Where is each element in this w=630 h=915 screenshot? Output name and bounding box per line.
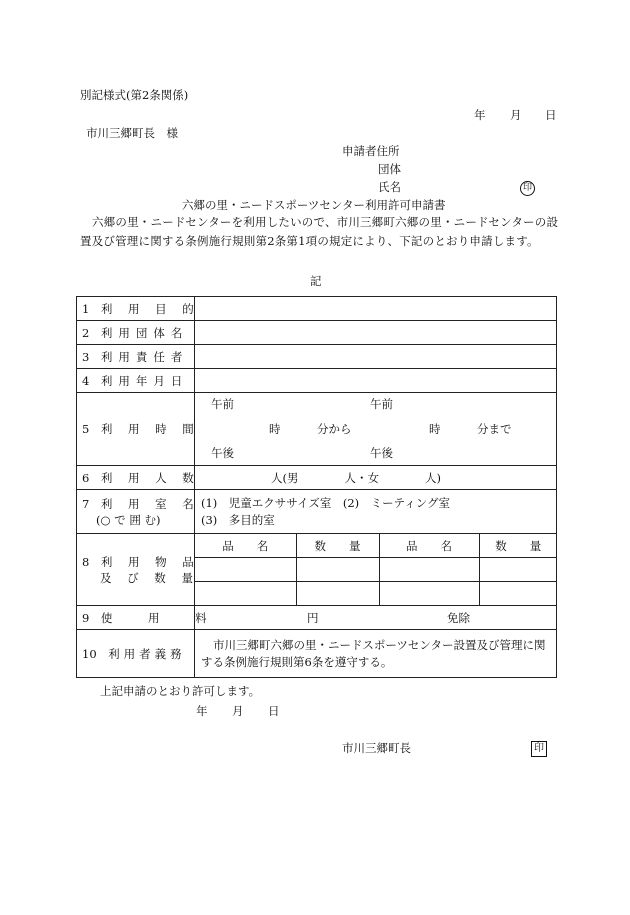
item-header-2: 品 名 — [379, 534, 479, 558]
qty-input[interactable] — [479, 582, 557, 606]
mayor-label: 市川三郷町長 — [342, 741, 411, 755]
hour-label-1: 時 — [269, 422, 281, 436]
date-year: 年 — [474, 108, 486, 122]
qty-input[interactable] — [296, 582, 379, 606]
from-label: 分から — [317, 422, 352, 436]
obligations-text: 市川三郷町六郷の里・ニードスポーツセンター設置及び管理に関する条例施行規則第6条を遵守する。 — [195, 630, 557, 678]
row-use-date: 4 利用年月日 — [77, 369, 557, 393]
mayor-seal: 印 — [531, 740, 547, 757]
document-title: 六郷の里・ニードスポーツセンター利用許可申請書 — [182, 198, 446, 212]
equipment-row — [195, 582, 557, 606]
item-input[interactable] — [195, 582, 296, 606]
item-header-1: 品 名 — [195, 534, 296, 558]
use-date-field[interactable] — [195, 369, 557, 393]
item-input[interactable] — [195, 558, 296, 582]
row-purpose: 1 利 用 目 的 — [77, 297, 557, 321]
equipment-row — [195, 558, 557, 582]
row-group-name: 2 利用団体名 — [77, 321, 557, 345]
am-label-2: 午前 — [370, 397, 393, 411]
date-month: 月 — [510, 108, 522, 122]
am-label-1: 午前 — [211, 397, 234, 411]
pm-label-1: 午後 — [211, 446, 234, 460]
ki-label: 記 — [310, 274, 322, 288]
seal-stamp: 印 — [520, 179, 535, 196]
item-input[interactable] — [379, 558, 479, 582]
applicant-name-label: 氏名 — [378, 180, 401, 194]
approval-year: 年 — [196, 704, 208, 718]
room-option-line-2[interactable]: (3) 多目的室 — [201, 512, 275, 527]
qty-header-2: 数 量 — [479, 534, 557, 558]
use-time-field[interactable] — [195, 393, 557, 466]
intro-paragraph: 六郷の里・ニードセンターを利用したいので、市川三郷町六郷の里・ニードセンターの設置及び管理に関する条例施行規則第2条第1項の規定により、下記のとおり申請します。 — [80, 215, 559, 248]
qty-header-1: 数 量 — [296, 534, 379, 558]
approval-text: 上記申請のとおり許可します。 — [100, 684, 261, 698]
application-table — [76, 296, 557, 678]
room-options[interactable] — [195, 490, 557, 534]
exempt-label: 免除 — [447, 610, 470, 625]
row-fee: 9 使 用 料 円 免除 — [77, 606, 557, 630]
qty-input[interactable] — [296, 558, 379, 582]
row-people-count: 6 利 用 人 数 人(男 人・女 人) — [77, 466, 557, 490]
fee-field[interactable] — [195, 606, 557, 630]
row-equipment: 8 利 用 物 品 及 び 数 量 品 名 数 量 品 名 数 量 — [77, 534, 557, 606]
date-day: 日 — [545, 108, 557, 122]
until-label: 分まで — [477, 422, 512, 436]
yen-label: 円 — [307, 610, 319, 625]
approval-day: 日 — [268, 704, 280, 718]
item-input[interactable] — [379, 582, 479, 606]
approval-month: 月 — [232, 704, 244, 718]
purpose-field[interactable] — [195, 297, 557, 321]
row-room: 7 利 用 室 名 (○ で 囲 む) (1) 児童エクササイズ室 (2) ミーティング室 (3) 多目的室 — [77, 490, 557, 534]
qty-input[interactable] — [479, 558, 557, 582]
equipment-cell — [195, 534, 557, 606]
pm-label-2: 午後 — [370, 446, 393, 460]
hour-label-2: 時 — [429, 422, 441, 436]
addressee: 市川三郷町長 様 — [86, 126, 178, 140]
row-responsible: 3 利用責任者 — [77, 345, 557, 369]
group-name-field[interactable] — [195, 321, 557, 345]
row-use-time: 5 利 用 時 間 午前 午前 時 分から 時 分まで 午後 午後 — [77, 393, 557, 466]
equipment-header-row — [195, 534, 557, 558]
room-option-line-1[interactable]: (1) 児童エクササイズ室 (2) ミーティング室 — [201, 495, 451, 510]
applicant-group-label: 団体 — [378, 162, 401, 176]
responsible-field[interactable] — [195, 345, 557, 369]
equipment-table — [195, 534, 557, 605]
form-label: 別記様式(第2条関係) — [80, 88, 189, 102]
row-obligations: 10 利用者義務 市川三郷町六郷の里・ニードスポーツセンター設置及び管理に関する条例施行規則第6条を遵守する。 — [77, 630, 557, 678]
room-sub-label: (○ で 囲 む) — [96, 512, 161, 527]
people-count-field[interactable]: 人(男 人・女 人) — [195, 466, 557, 490]
applicant-address-label: 申請者住所 — [342, 144, 400, 158]
